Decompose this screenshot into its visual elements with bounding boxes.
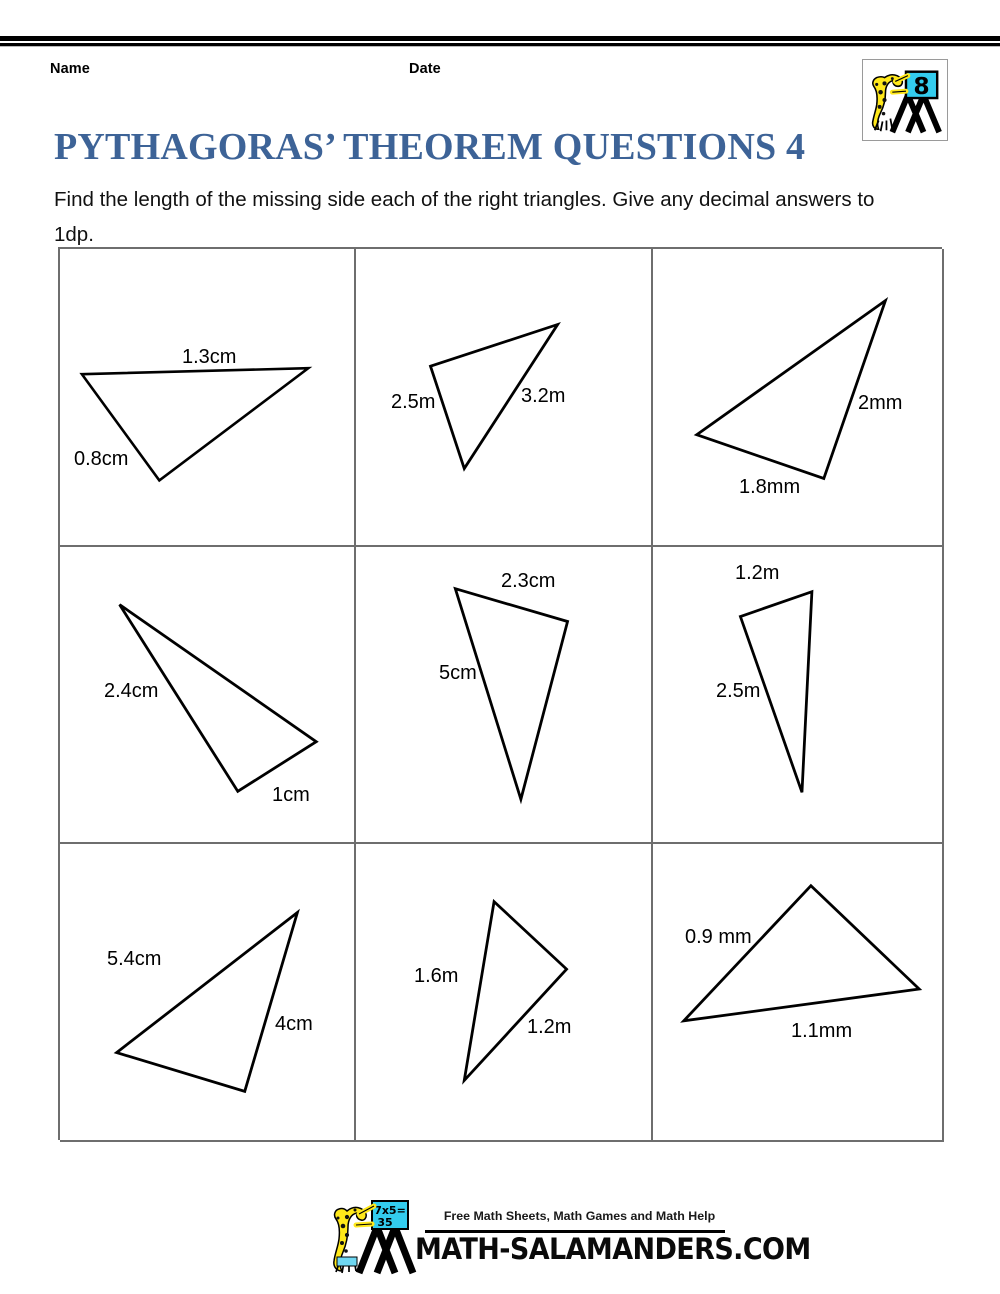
question-cell-4 bbox=[60, 547, 356, 844]
triangle-shape-7 bbox=[60, 844, 354, 1140]
side-label-1b: 0.8cm bbox=[74, 448, 129, 470]
side-label-9b: 1.1mm bbox=[791, 1020, 853, 1042]
question-cell-3 bbox=[653, 249, 944, 547]
side-label-9a: 0.9 mm bbox=[685, 926, 752, 948]
side-label-8a: 1.6m bbox=[414, 965, 459, 987]
side-label-3b: 1.8mm bbox=[739, 476, 801, 498]
question-cell-7 bbox=[60, 844, 356, 1142]
footer-board-text-bottom: 35 bbox=[377, 1216, 393, 1229]
question-cell-2 bbox=[356, 249, 653, 547]
footer-tagline: Free Math Sheets, Math Games and Math Help bbox=[443, 1209, 716, 1223]
date-field-label: Date bbox=[409, 61, 441, 77]
question-grid bbox=[58, 247, 942, 1140]
triangle-shape-6 bbox=[653, 547, 942, 842]
triangle-shape-1 bbox=[60, 249, 354, 545]
header-divider-rule bbox=[0, 36, 1000, 48]
side-label-2a: 2.5m bbox=[391, 391, 436, 413]
question-cell-9 bbox=[653, 844, 944, 1142]
side-label-4a: 2.4cm bbox=[104, 680, 159, 702]
side-label-5b: 5cm bbox=[439, 662, 477, 684]
side-label-1a: 1.3cm bbox=[182, 346, 237, 368]
footer-board-text-top: 7x5= bbox=[374, 1204, 406, 1217]
grade-level-badge bbox=[862, 59, 948, 141]
page-title: PYTHAGORAS’ THEOREM QUESTIONS 4 bbox=[54, 126, 806, 169]
footer bbox=[325, 1197, 811, 1277]
question-cell-8 bbox=[356, 844, 653, 1142]
salamander-chalkboard-icon bbox=[863, 60, 947, 140]
side-label-5a: 2.3cm bbox=[501, 570, 556, 592]
side-label-8b: 1.2m bbox=[527, 1016, 572, 1038]
name-field-label: Name bbox=[50, 61, 90, 77]
question-cell-1 bbox=[60, 249, 356, 547]
question-cell-5 bbox=[356, 547, 653, 844]
side-label-7b: 4cm bbox=[275, 1013, 313, 1035]
side-label-6a: 1.2m bbox=[735, 562, 780, 584]
side-label-2b: 3.2m bbox=[521, 385, 566, 407]
side-label-3a: 2mm bbox=[858, 392, 903, 414]
side-label-7a: 5.4cm bbox=[107, 948, 162, 970]
badge-number: 8 bbox=[913, 72, 930, 101]
triangle-shape-9 bbox=[653, 844, 942, 1140]
triangle-shape-8 bbox=[356, 844, 651, 1140]
rule-shadow bbox=[0, 46, 1000, 47]
side-label-4b: 1cm bbox=[272, 784, 310, 806]
footer-domain: MATH-SALAMANDERS.COM bbox=[415, 1233, 811, 1267]
instructions-text: Find the length of the missing side each of the right triangles. Give any decimal answers to 1dp. bbox=[54, 187, 875, 246]
side-label-6b: 2.5m bbox=[716, 680, 761, 702]
question-cell-6 bbox=[653, 547, 944, 844]
